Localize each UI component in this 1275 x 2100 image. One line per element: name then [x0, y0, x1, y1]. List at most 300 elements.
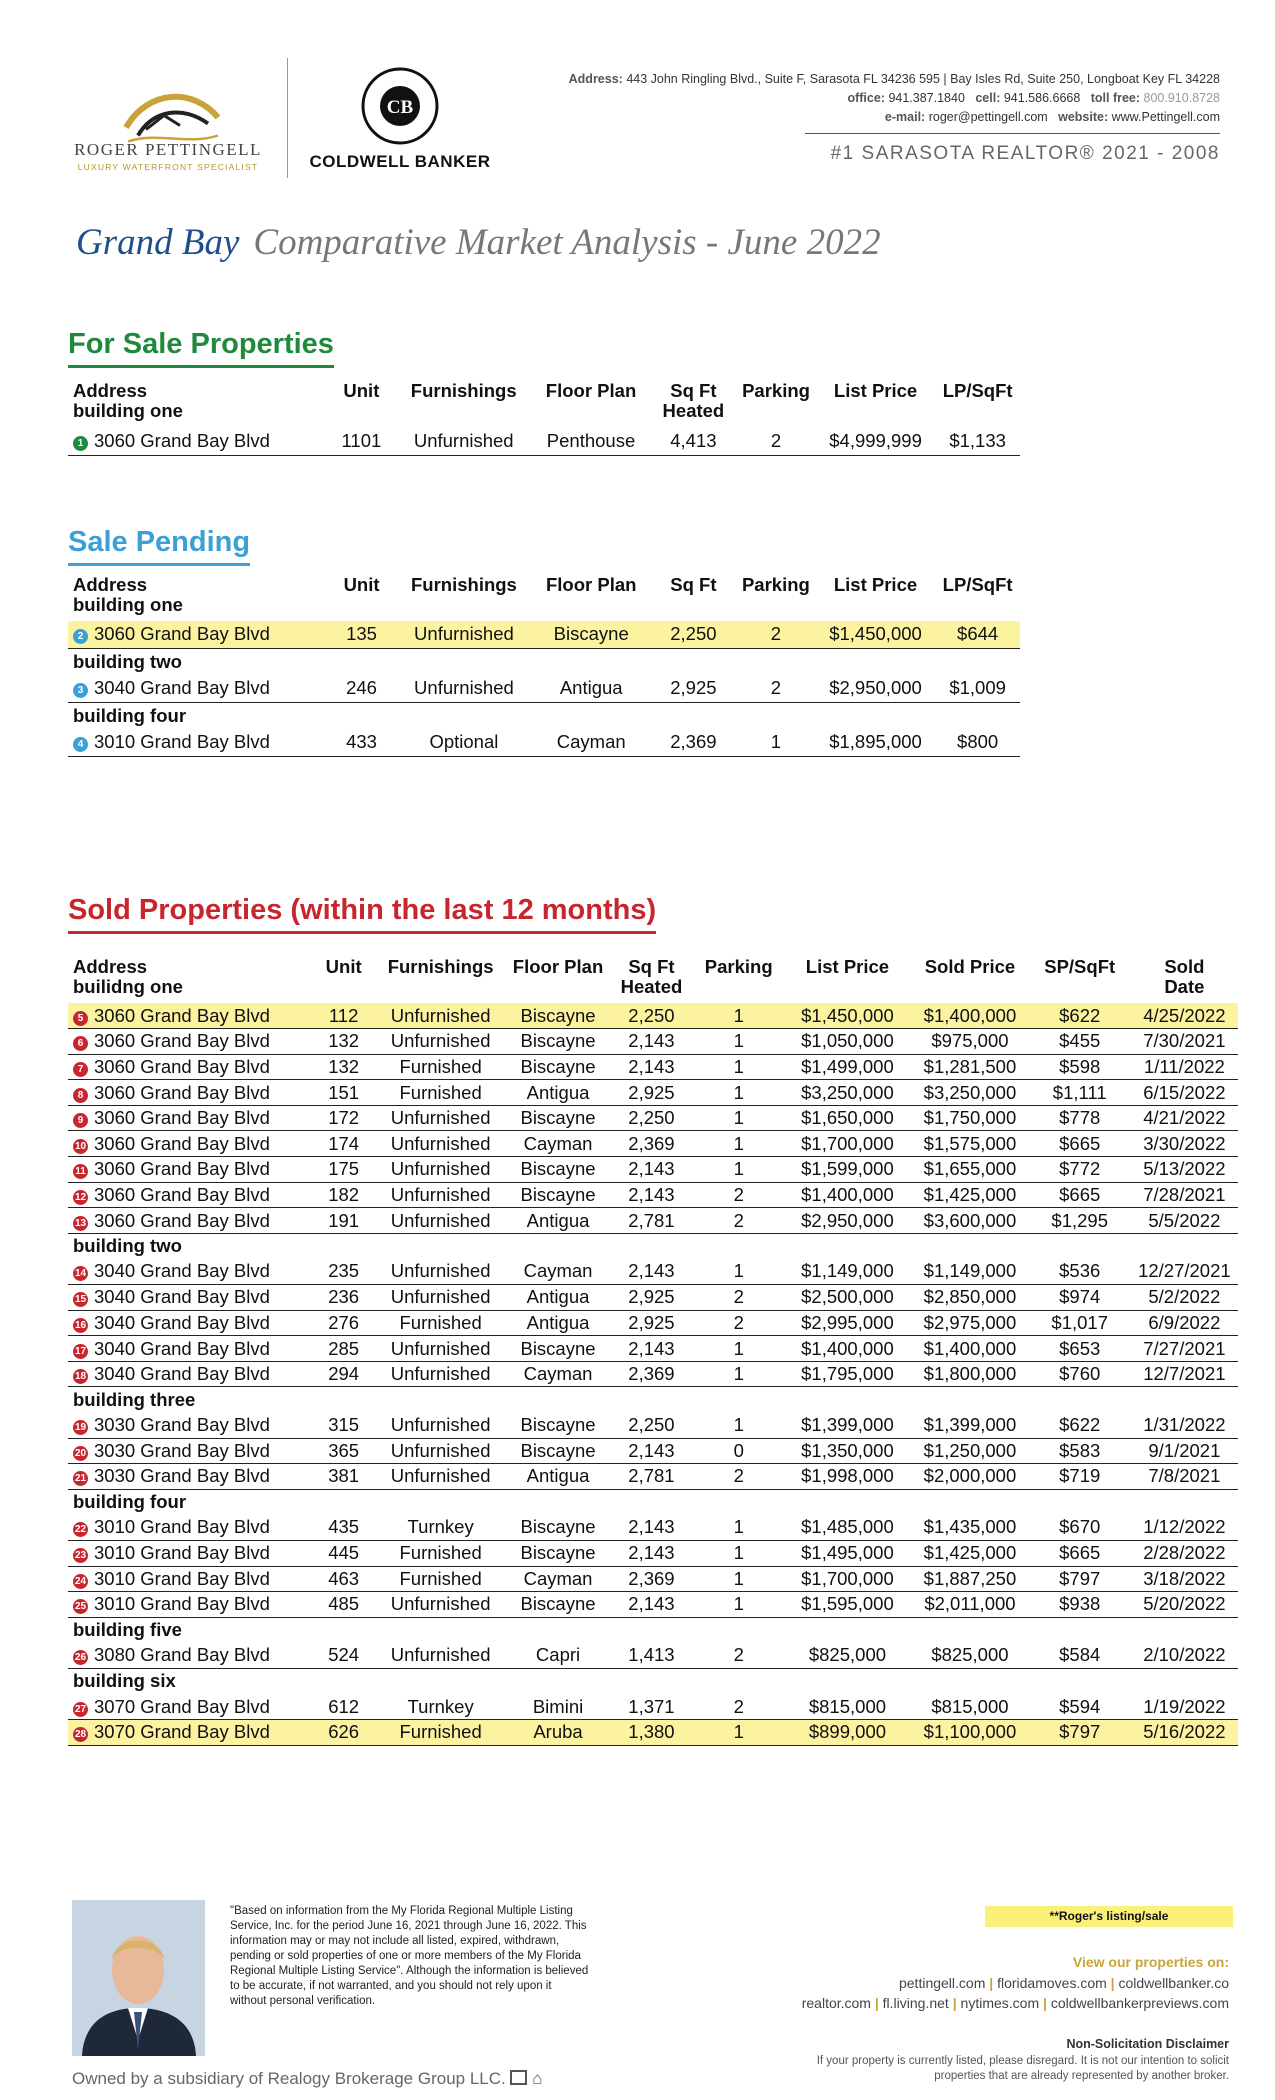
unit-cell: 485 [313, 1592, 374, 1618]
furn-cell: Unfurnished [374, 1336, 507, 1362]
property-number-icon: 25 [74, 1601, 87, 1613]
table-row [68, 1694, 1238, 1720]
logo-name: ROGER PETTINGELL [74, 140, 262, 159]
park-cell: 2 [694, 1182, 784, 1208]
sold-table [68, 957, 1238, 1746]
address-cell: 22 3010 Grand Bay Blvd [68, 1515, 313, 1541]
building-label: building two [73, 650, 182, 672]
sqft-cell: 2,143 [609, 1157, 694, 1183]
sqft-cell: 2,781 [609, 1464, 694, 1490]
date-cell: 1/19/2022 [1131, 1694, 1238, 1720]
sold-cell: $1,575,000 [911, 1131, 1028, 1157]
address-cell: 17 3040 Grand Bay Blvd [68, 1336, 313, 1362]
coldwell-banker-seal-icon [360, 66, 440, 146]
address-cell: 6 3060 Grand Bay Blvd [68, 1029, 313, 1055]
building-group-row [68, 1668, 1238, 1694]
date-cell: 5/5/2022 [1131, 1208, 1238, 1234]
plan-cell: Biscayne [507, 1438, 609, 1464]
unit-cell: 445 [313, 1540, 374, 1566]
list-cell: $1,400,000 [784, 1182, 912, 1208]
sqft-cell: 4,413 [651, 427, 736, 455]
plan-cell: Cayman [507, 1566, 609, 1592]
unit-cell: 151 [313, 1080, 374, 1106]
furn-cell: Furnished [374, 1080, 507, 1106]
header-row [68, 381, 1020, 427]
park-cell: 1 [694, 1566, 784, 1592]
column-header: Sold Date [1164, 956, 1205, 997]
table-row [68, 1720, 1238, 1746]
ppsf-cell: $1,017 [1029, 1310, 1131, 1336]
property-number-icon: 1 [73, 436, 88, 451]
date-cell: 9/1/2021 [1131, 1438, 1238, 1464]
unit-cell: 315 [313, 1413, 374, 1439]
plan-cell: Antigua [507, 1464, 609, 1490]
plan-cell: Antigua [507, 1080, 609, 1106]
property-number-icon: 18 [74, 1371, 87, 1383]
ppsf-cell: $644 [935, 621, 1020, 648]
property-number-icon: 22 [74, 1524, 87, 1536]
building-group-row [68, 648, 1020, 675]
table-row [68, 621, 1020, 648]
unit-cell: 435 [313, 1515, 374, 1541]
building-label: building two [73, 1235, 182, 1257]
date-cell: 1/31/2022 [1131, 1413, 1238, 1439]
unit-cell: 132 [313, 1029, 374, 1055]
furn-cell: Turnkey [374, 1515, 507, 1541]
plan-cell: Cayman [507, 1361, 609, 1387]
link-fl-living[interactable]: fl.living.net [882, 1995, 949, 2011]
table-row [68, 1413, 1238, 1439]
plan-cell: Biscayne [507, 1336, 609, 1362]
table-row [68, 1361, 1238, 1387]
column-header: Furnishings [410, 574, 517, 595]
list-cell: $1,399,000 [784, 1413, 912, 1439]
unit-cell: 172 [313, 1105, 374, 1131]
ppsf-cell: $455 [1029, 1029, 1131, 1055]
ppsf-cell: $622 [1029, 1413, 1131, 1439]
address-cell: 5 3060 Grand Bay Blvd [68, 1003, 313, 1029]
furn-cell: Unfurnished [374, 1157, 507, 1183]
furn-cell: Unfurnished [374, 1413, 507, 1439]
sqft-cell: 1,413 [609, 1643, 694, 1669]
park-cell: 1 [694, 1515, 784, 1541]
table-row [68, 427, 1020, 455]
building-group-row [68, 1617, 1238, 1643]
furn-cell: Unfurnished [396, 427, 531, 455]
plan-cell: Biscayne [532, 621, 651, 648]
furn-cell: Unfurnished [374, 1003, 507, 1029]
unit-cell: 235 [313, 1259, 374, 1285]
address-cell: 27 3070 Grand Bay Blvd [68, 1694, 313, 1720]
address-cell: 3 3040 Grand Bay Blvd [68, 675, 327, 702]
sold-cell: $975,000 [911, 1029, 1028, 1055]
ppsf-cell: $665 [1029, 1540, 1131, 1566]
date-cell: 4/21/2022 [1131, 1105, 1238, 1131]
sqft-cell: 2,143 [609, 1336, 694, 1362]
date-cell: 1/12/2022 [1131, 1515, 1238, 1541]
sqft-cell: 2,781 [609, 1208, 694, 1234]
unit-cell: 285 [313, 1336, 374, 1362]
website-link[interactable]: www.Pettingell.com [1111, 110, 1220, 124]
property-number-icon: 3 [73, 683, 88, 698]
ppsf-cell: $665 [1029, 1131, 1131, 1157]
column-header: Sold Price [924, 956, 1016, 977]
nonsolicitation-title: Non-Solicitation Disclaimer [1066, 2037, 1229, 2051]
owned-by-text: Owned by a subsidiary of Realogy Brokerage Group LLC. ⌂ [72, 2069, 543, 2088]
list-cell: $1,495,000 [784, 1540, 912, 1566]
table-row [68, 1131, 1238, 1157]
park-cell: 0 [694, 1438, 784, 1464]
furn-cell: Unfurnished [396, 621, 531, 648]
park-cell: 1 [736, 729, 816, 756]
list-cell: $2,950,000 [784, 1208, 912, 1234]
date-cell: 7/27/2021 [1131, 1336, 1238, 1362]
column-header: Address builidng one [73, 956, 183, 997]
date-cell: 12/7/2021 [1131, 1361, 1238, 1387]
sqft-cell: 2,925 [609, 1310, 694, 1336]
address-cell: 21 3030 Grand Bay Blvd [68, 1464, 313, 1490]
plan-cell: Capri [507, 1643, 609, 1669]
address-cell: 15 3040 Grand Bay Blvd [68, 1285, 313, 1311]
table-row [68, 1029, 1238, 1055]
table-row [68, 1464, 1238, 1490]
column-header: Floor Plan [545, 380, 637, 401]
ppsf-cell: $772 [1029, 1157, 1131, 1183]
furn-cell: Unfurnished [374, 1105, 507, 1131]
sqft-cell: 2,143 [609, 1029, 694, 1055]
property-number-icon: 10 [74, 1140, 87, 1152]
plan-cell: Biscayne [507, 1105, 609, 1131]
header-divider [287, 58, 288, 178]
ppsf-cell: $778 [1029, 1105, 1131, 1131]
date-cell: 5/20/2022 [1131, 1592, 1238, 1618]
sold-heading: Sold Properties (within the last 12 months) [68, 894, 656, 934]
link-realtor[interactable]: realtor.com [801, 1995, 871, 2011]
unit-cell: 365 [313, 1438, 374, 1464]
address-cell: 11 3060 Grand Bay Blvd [68, 1157, 313, 1183]
list-cell: $1,450,000 [784, 1003, 912, 1029]
plan-cell: Cayman [507, 1131, 609, 1157]
plan-cell: Antigua [532, 675, 651, 702]
sqft-cell: 2,143 [609, 1540, 694, 1566]
furn-cell: Furnished [374, 1054, 507, 1080]
sold-cell: $2,011,000 [911, 1592, 1028, 1618]
plan-cell: Biscayne [507, 1029, 609, 1055]
page-title: Grand Bay Comparative Market Analysis - June 2022 [76, 222, 881, 263]
unit-cell: 135 [327, 621, 396, 648]
ppsf-cell: $719 [1029, 1464, 1131, 1490]
table-row [68, 1310, 1238, 1336]
plan-cell: Biscayne [507, 1182, 609, 1208]
header-row [68, 575, 1020, 621]
unit-cell: 463 [313, 1566, 374, 1592]
sold-cell: $1,250,000 [911, 1438, 1028, 1464]
list-cell: $1,700,000 [784, 1566, 912, 1592]
sqft-cell: 2,369 [609, 1131, 694, 1157]
address-cell: 25 3010 Grand Bay Blvd [68, 1592, 313, 1618]
sqft-cell: 2,250 [609, 1003, 694, 1029]
property-number-icon: 9 [73, 1113, 88, 1128]
date-cell: 5/2/2022 [1131, 1285, 1238, 1311]
table-row [68, 1182, 1238, 1208]
column-header: Unit [343, 574, 380, 595]
unit-cell: 175 [313, 1157, 374, 1183]
unit-cell: 626 [313, 1720, 374, 1746]
plan-cell: Biscayne [507, 1157, 609, 1183]
ppsf-cell: $665 [1029, 1182, 1131, 1208]
address-cell: 26 3080 Grand Bay Blvd [68, 1643, 313, 1669]
column-header: Sq Ft Heated [620, 956, 683, 997]
furn-cell: Unfurnished [374, 1182, 507, 1208]
sold-cell: $2,975,000 [911, 1310, 1028, 1336]
table-row [68, 729, 1020, 756]
sqft-cell: 2,143 [609, 1259, 694, 1285]
sold-cell: $3,600,000 [911, 1208, 1028, 1234]
unit-cell: 276 [313, 1310, 374, 1336]
brokerage-name: COLDWELL BANKER [309, 152, 491, 171]
property-number-icon: 24 [74, 1575, 87, 1587]
sqft-cell: 2,143 [609, 1054, 694, 1080]
column-header: Sq Ft Heated [662, 380, 725, 421]
property-number-icon: 15 [74, 1294, 87, 1306]
address-cell: 2 3060 Grand Bay Blvd [68, 621, 327, 648]
park-cell: 1 [694, 1336, 784, 1362]
park-cell: 2 [694, 1310, 784, 1336]
realtor-rank: #1 SARASOTA REALTOR® 2021 - 2008 [830, 143, 1220, 164]
unit-cell: 191 [313, 1208, 374, 1234]
link-pettingell[interactable]: pettingell.com [898, 1975, 986, 1991]
column-header: Address building one [73, 380, 183, 421]
sold-cell: $1,400,000 [911, 1336, 1028, 1362]
park-cell: 1 [694, 1413, 784, 1439]
table-row [68, 1259, 1238, 1285]
furn-cell: Furnished [374, 1540, 507, 1566]
table-row [68, 1643, 1238, 1669]
property-number-icon: 12 [74, 1191, 87, 1203]
list-cell: $899,000 [784, 1720, 912, 1746]
park-cell: 1 [694, 1105, 784, 1131]
table-row [68, 1105, 1238, 1131]
list-cell: $2,500,000 [784, 1285, 912, 1311]
ppsf-cell: $797 [1029, 1720, 1131, 1746]
link-floridamoves[interactable]: floridamoves.com [997, 1975, 1107, 1991]
plan-cell: Aruba [507, 1720, 609, 1746]
building-label: building three [73, 1388, 196, 1410]
sqft-cell: 2,369 [609, 1566, 694, 1592]
realtor-house-icon: ⌂ [532, 2069, 543, 2088]
ppsf-cell: $1,133 [935, 427, 1020, 455]
list-cell: $1,700,000 [784, 1131, 912, 1157]
property-number-icon: 17 [74, 1345, 87, 1357]
sold-cell: $815,000 [911, 1694, 1028, 1720]
plan-cell: Biscayne [507, 1540, 609, 1566]
sold-cell: $1,435,000 [911, 1515, 1028, 1541]
address-cell: 4 3010 Grand Bay Blvd [68, 729, 327, 756]
list-cell: $1,050,000 [784, 1029, 912, 1055]
property-number-icon: 6 [73, 1036, 88, 1051]
column-header: List Price [833, 380, 918, 401]
list-cell: $1,485,000 [784, 1515, 912, 1541]
property-number-icon: 20 [74, 1447, 87, 1459]
date-cell: 6/15/2022 [1131, 1080, 1238, 1106]
ppsf-cell: $536 [1029, 1259, 1131, 1285]
link-cb-previews[interactable]: coldwellbankerpreviews.com [1050, 1995, 1229, 2011]
park-cell: 1 [694, 1080, 784, 1106]
unit-cell: 524 [313, 1643, 374, 1669]
list-cell: $815,000 [784, 1694, 912, 1720]
list-cell: $1,149,000 [784, 1259, 912, 1285]
building-group-row [68, 1233, 1238, 1259]
ppsf-cell: $584 [1029, 1643, 1131, 1669]
column-header: Address building one [73, 574, 183, 615]
property-number-icon: 23 [74, 1550, 87, 1562]
sqft-cell: 2,369 [609, 1361, 694, 1387]
plan-cell: Bimini [507, 1694, 609, 1720]
ppsf-cell: $938 [1029, 1592, 1131, 1618]
property-number-icon: 16 [74, 1319, 87, 1331]
unit-cell: 381 [313, 1464, 374, 1490]
ppsf-cell: $622 [1029, 1003, 1131, 1029]
property-number-icon: 21 [74, 1473, 87, 1485]
property-number-icon: 4 [73, 737, 88, 752]
sold-cell: $1,655,000 [911, 1157, 1028, 1183]
date-cell: 5/13/2022 [1131, 1157, 1238, 1183]
property-number-icon: 11 [73, 1164, 88, 1179]
address-cell: 14 3040 Grand Bay Blvd [68, 1259, 313, 1285]
sold-cell: $1,399,000 [911, 1413, 1028, 1439]
building-group-row [68, 702, 1020, 729]
table-row [68, 1515, 1238, 1541]
sqft-cell: 2,250 [609, 1413, 694, 1439]
address-cell: 7 3060 Grand Bay Blvd [68, 1054, 313, 1080]
address-cell: 16 3040 Grand Bay Blvd [68, 1310, 313, 1336]
building-group-row [68, 1387, 1238, 1413]
furn-cell: Unfurnished [374, 1285, 507, 1311]
property-number-icon: 2 [73, 629, 88, 644]
address-cell: 19 3030 Grand Bay Blvd [68, 1413, 313, 1439]
unit-cell: 236 [313, 1285, 374, 1311]
link-nytimes[interactable]: nytimes.com [960, 1995, 1040, 2011]
ppsf-cell: $653 [1029, 1336, 1131, 1362]
park-cell: 1 [694, 1361, 784, 1387]
sold-cell: $1,400,000 [911, 1003, 1028, 1029]
property-number-icon: 13 [74, 1217, 87, 1229]
unit-cell: 112 [313, 1003, 374, 1029]
list-cell: $3,250,000 [784, 1080, 912, 1106]
ppsf-cell: $800 [935, 729, 1020, 756]
link-coldwellbanker[interactable]: coldwellbanker.co [1118, 1975, 1229, 1991]
address-cell: 28 3070 Grand Bay Blvd [68, 1720, 313, 1746]
table-row [68, 1157, 1238, 1183]
address-cell: 10 3060 Grand Bay Blvd [68, 1131, 313, 1157]
view-properties-label: View our properties on: [1072, 1954, 1229, 1970]
address-cell: 12 3060 Grand Bay Blvd [68, 1182, 313, 1208]
ppsf-cell: $598 [1029, 1054, 1131, 1080]
park-cell: 1 [694, 1029, 784, 1055]
building-label: building four [73, 704, 187, 726]
park-cell: 2 [736, 427, 816, 455]
contact-email-web: e-mail: roger@pettingell.com website: www.Pettingell.com [884, 110, 1220, 124]
equal-housing-icon [510, 2070, 527, 2085]
unit-cell: 1101 [327, 427, 396, 455]
plan-cell: Antigua [507, 1310, 609, 1336]
date-cell: 5/16/2022 [1131, 1720, 1238, 1746]
table-row [68, 675, 1020, 702]
sqft-cell: 1,371 [609, 1694, 694, 1720]
email-link[interactable]: roger@pettingell.com [928, 110, 1048, 124]
furn-cell: Unfurnished [374, 1592, 507, 1618]
plan-cell: Biscayne [507, 1054, 609, 1080]
column-header: Unit [325, 956, 362, 977]
date-cell: 7/8/2021 [1131, 1464, 1238, 1490]
sold-cell: $3,250,000 [911, 1080, 1028, 1106]
table-row [68, 1285, 1238, 1311]
plan-cell: Cayman [532, 729, 651, 756]
property-number-icon: 28 [74, 1729, 87, 1741]
furn-cell: Unfurnished [374, 1131, 507, 1157]
address-cell: 23 3010 Grand Bay Blvd [68, 1540, 313, 1566]
column-header: Unit [343, 380, 380, 401]
list-cell: $1,595,000 [784, 1592, 912, 1618]
column-header: LP/SqFt [942, 574, 1013, 595]
park-cell: 1 [694, 1054, 784, 1080]
building-group-row [68, 1489, 1238, 1515]
list-cell: $1,599,000 [784, 1157, 912, 1183]
unit-cell: 132 [313, 1054, 374, 1080]
column-header: Parking [742, 380, 810, 401]
svg-text:CB: CB [386, 97, 414, 118]
plan-cell: Biscayne [507, 1413, 609, 1439]
address-cell: 24 3010 Grand Bay Blvd [68, 1566, 313, 1592]
date-cell: 1/11/2022 [1131, 1054, 1238, 1080]
list-cell: $1,350,000 [784, 1438, 912, 1464]
unit-cell: 294 [313, 1361, 374, 1387]
park-cell: 1 [694, 1259, 784, 1285]
logo-tagline: LUXURY WATERFRONT SPECIALIST [77, 162, 259, 172]
property-number-icon: 26 [74, 1652, 87, 1664]
for-sale-heading: For Sale Properties [68, 328, 334, 368]
date-cell: 7/30/2021 [1131, 1029, 1238, 1055]
furn-cell: Furnished [374, 1566, 507, 1592]
pending-heading: Sale Pending [68, 526, 250, 566]
for-sale-table [68, 381, 1020, 456]
ppsf-cell: $1,009 [935, 675, 1020, 702]
table-row [68, 1566, 1238, 1592]
links-row-2: realtor.com | fl.living.net | nytimes.com | coldwellbankerpreviews.com [801, 1995, 1229, 2011]
sold-cell: $1,149,000 [911, 1259, 1028, 1285]
sold-cell: $1,425,000 [911, 1182, 1028, 1208]
sold-cell: $1,281,500 [911, 1054, 1028, 1080]
park-cell: 2 [694, 1208, 784, 1234]
list-cell: $1,499,000 [784, 1054, 912, 1080]
column-header: List Price [805, 956, 890, 977]
property-number-icon: 8 [73, 1088, 88, 1103]
furn-cell: Unfurnished [396, 675, 531, 702]
table-row [68, 1080, 1238, 1106]
park-cell: 1 [694, 1157, 784, 1183]
address-cell: 8 3060 Grand Bay Blvd [68, 1080, 313, 1106]
column-header: Floor Plan [545, 574, 637, 595]
park-cell: 1 [694, 1131, 784, 1157]
column-header: SP/SqFt [1044, 956, 1116, 977]
furn-cell: Turnkey [374, 1694, 507, 1720]
address-cell: 20 3030 Grand Bay Blvd [68, 1438, 313, 1464]
list-cell: $1,450,000 [816, 621, 935, 648]
property-number-icon: 27 [74, 1703, 87, 1715]
address-cell: 13 3060 Grand Bay Blvd [68, 1208, 313, 1234]
table-row [68, 1336, 1238, 1362]
furn-cell: Optional [396, 729, 531, 756]
